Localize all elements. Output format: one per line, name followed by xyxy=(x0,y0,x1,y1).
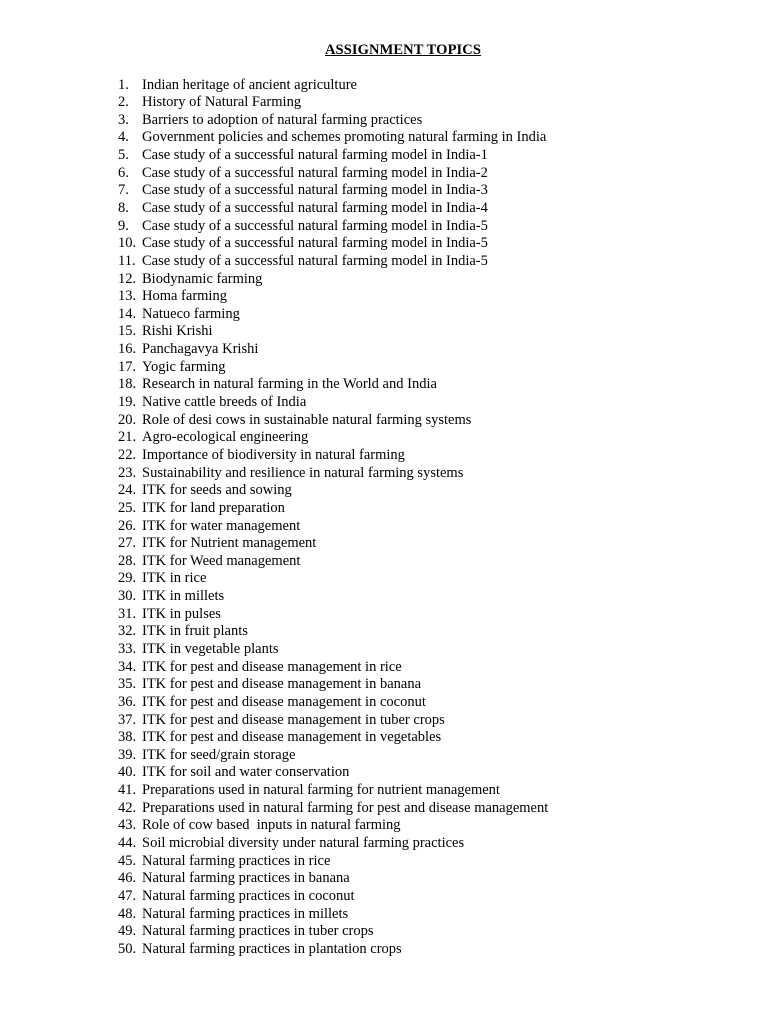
topic-number: 26. xyxy=(118,517,137,534)
topic-number: 49. xyxy=(118,923,137,940)
topic-text: ITK for land preparation xyxy=(142,499,285,516)
topic-text: ITK for pest and disease management in banana xyxy=(142,676,422,693)
topic-number: 13. xyxy=(118,288,137,305)
topic-text: Role of cow based inputs in natural farming xyxy=(142,817,401,834)
topic-number: 32. xyxy=(118,623,137,640)
topic-number: 21. xyxy=(118,429,137,446)
topic-text: Role of desi cows in sustainable natural farming systems xyxy=(142,411,472,428)
topic-number: 2. xyxy=(118,94,129,111)
topic-text: Case study of a successful natural farming model in India-5 xyxy=(142,252,488,269)
topic-number: 46. xyxy=(118,870,137,887)
topic-number: 29. xyxy=(118,570,137,587)
topic-number: 38. xyxy=(118,729,137,746)
topic-text: Natural farming practices in plantation crops xyxy=(142,940,402,957)
topic-text: Preparations used in natural farming for nutrient management xyxy=(142,782,500,799)
topic-number: 7. xyxy=(118,182,129,199)
topic-number: 37. xyxy=(118,711,137,728)
topic-number: 35. xyxy=(118,676,137,693)
topic-number: 19. xyxy=(118,394,137,411)
topic-text: Case study of a successful natural farming model in India-2 xyxy=(142,164,488,181)
topic-number: 43. xyxy=(118,817,137,834)
topic-number: 44. xyxy=(118,835,137,852)
topic-number: 14. xyxy=(118,305,137,322)
topic-text: History of Natural Farming xyxy=(142,94,302,111)
topic-text: ITK for soil and water conservation xyxy=(142,764,350,781)
topic-text: ITK in millets xyxy=(142,588,225,605)
topic-text: ITK for pest and disease management in coconut xyxy=(142,693,426,710)
topic-number: 9. xyxy=(118,217,129,234)
topic-number: 11. xyxy=(118,252,136,269)
topic-number: 42. xyxy=(118,799,137,816)
topic-number: 34. xyxy=(118,658,137,675)
topic-number: 12. xyxy=(118,270,137,287)
topic-number: 10. xyxy=(118,235,137,252)
topic-text: ITK for pest and disease management in vegetables xyxy=(142,729,442,746)
topic-number: 30. xyxy=(118,588,137,605)
topic-text: Case study of a successful natural farming model in India-1 xyxy=(142,147,488,164)
topic-text: ITK in vegetable plants xyxy=(142,641,279,657)
topic-number: 1. xyxy=(118,76,129,93)
topic-number: 8. xyxy=(118,199,129,216)
topic-number: 50. xyxy=(118,940,137,957)
topic-number: 28. xyxy=(118,552,137,569)
topic-text: Indian heritage of ancient agriculture xyxy=(142,76,357,93)
topic-number: 25. xyxy=(118,499,137,516)
topic-number: 18. xyxy=(118,376,137,393)
topic-text: Natural farming practices in millets xyxy=(142,905,349,922)
topic-text: Agro-ecological engineering xyxy=(142,429,309,446)
topic-number: 24. xyxy=(118,482,137,499)
topic-text: Yogic farming xyxy=(142,358,226,375)
document-title: ASSIGNMENT TOPICS xyxy=(324,42,482,58)
topic-number: 31. xyxy=(118,605,137,622)
topic-text: ITK in fruit plants xyxy=(142,623,248,640)
topic-text: ITK for water management xyxy=(142,517,301,534)
topic-text: Preparations used in natural farming for pest and disease management xyxy=(142,799,549,816)
topic-text: Government policies and schemes promoting natural farming in India xyxy=(142,129,547,146)
topic-text: Natural farming practices in coconut xyxy=(142,887,355,904)
topic-text: Case study of a successful natural farming model in India-4 xyxy=(142,199,488,216)
topic-text: Natural farming practices in banana xyxy=(142,870,350,887)
topic-number: 15. xyxy=(118,323,137,340)
topic-number: 33. xyxy=(118,641,137,657)
topic-number: 36. xyxy=(118,693,137,710)
topic-text: ITK for Weed management xyxy=(142,552,301,569)
topic-number: 48. xyxy=(118,905,137,922)
topic-text: Case study of a successful natural farming model in India-5 xyxy=(142,217,488,234)
topic-text: Case study of a successful natural farming model in India-5 xyxy=(142,235,488,252)
topic-number: 45. xyxy=(118,852,137,869)
topic-number: 3. xyxy=(118,111,129,128)
topic-text: Importance of biodiversity in natural farming xyxy=(142,446,405,463)
topic-text: Sustainability and resilience in natural farming systems xyxy=(142,464,464,481)
topic-text: ITK for seed/grain storage xyxy=(142,746,296,763)
topic-text: Natural farming practices in rice xyxy=(142,852,331,869)
topic-number: 40. xyxy=(118,764,137,781)
topic-number: 22. xyxy=(118,446,137,463)
topic-number: 27. xyxy=(118,535,137,552)
topic-number: 47. xyxy=(118,887,137,904)
topic-text: Case study of a successful natural farming model in India-3 xyxy=(142,182,488,199)
topic-text: ITK in pulses xyxy=(142,605,221,622)
topic-number: 17. xyxy=(118,358,137,375)
topic-number: 4. xyxy=(118,129,129,146)
topic-text: Homa farming xyxy=(142,288,227,305)
topic-number: 16. xyxy=(118,341,137,358)
topic-number: 20. xyxy=(118,411,137,428)
topic-text: Soil microbial diversity under natural farming practices xyxy=(142,835,465,852)
topic-text: ITK for pest and disease management in tuber crops xyxy=(142,711,445,728)
topic-text: Panchagavya Krishi xyxy=(142,341,259,358)
topic-number: 23. xyxy=(118,464,137,481)
topic-text: ITK for Nutrient management xyxy=(142,535,317,552)
topic-number: 41. xyxy=(118,782,137,799)
topic-text: Native cattle breeds of India xyxy=(142,394,307,411)
topic-number: 6. xyxy=(118,164,129,181)
topic-text: Rishi Krishi xyxy=(142,323,213,340)
topic-text: Barriers to adoption of natural farming practices xyxy=(142,111,423,128)
topic-number: 5. xyxy=(118,147,129,164)
topic-text: ITK for pest and disease management in rice xyxy=(142,658,402,675)
topic-text: ITK for seeds and sowing xyxy=(142,482,292,499)
topic-text: Biodynamic farming xyxy=(142,270,263,287)
topic-text: ITK in rice xyxy=(142,570,207,587)
topic-text: Research in natural farming in the World and India xyxy=(142,376,437,393)
topic-number: 39. xyxy=(118,746,137,763)
topic-text: Natueco farming xyxy=(142,305,240,322)
topic-text: Natural farming practices in tuber crops xyxy=(142,923,374,940)
